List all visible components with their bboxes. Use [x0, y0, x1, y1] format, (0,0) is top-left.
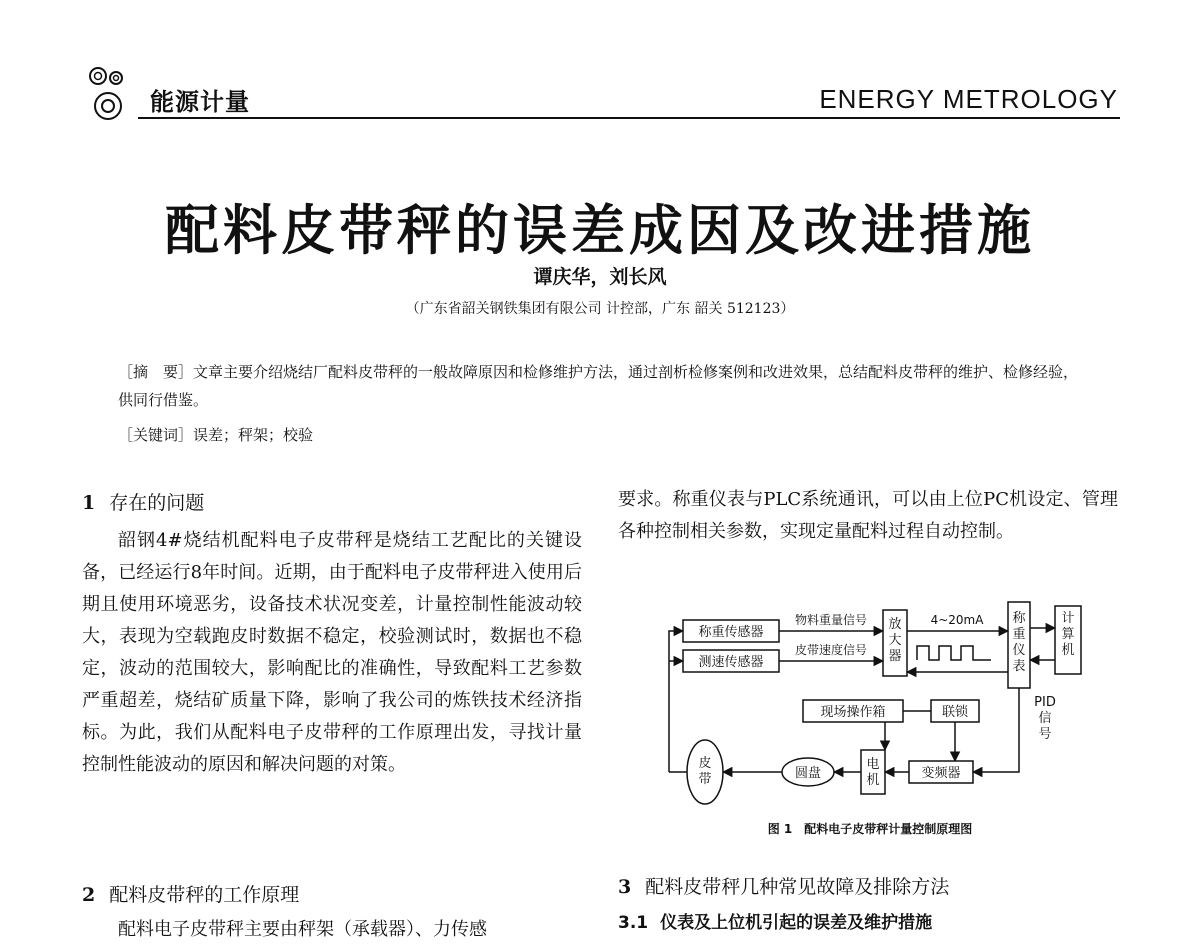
journal-name-english: ENERGY METROLOGY — [819, 84, 1118, 114]
section-2-text: 配料电子皮带秤主要由秤架（承载器）、力传感 — [118, 919, 487, 940]
section-2-heading — [82, 880, 299, 907]
section-1-heading — [82, 488, 204, 515]
section-number: 3 — [618, 876, 632, 898]
figure-1-caption: 图 1 配料电子皮带秤计量控制原理图 — [767, 822, 973, 836]
section-title: 配料皮带秤几种常见故障及排除方法 — [645, 876, 950, 898]
section-3-heading — [618, 872, 949, 899]
field-box-label: 现场操作箱 — [820, 705, 886, 720]
journal-logo-circles-icon — [86, 66, 146, 126]
subsection-title: 仪表及上位机引起的误差及维护措施 — [660, 913, 933, 933]
interlock-label: 联锁 — [941, 705, 969, 720]
disk-label: 圆盘 — [794, 766, 822, 781]
belt-label: 皮带 — [698, 756, 712, 787]
right-column-text: 要求。称重仪表与PLC系统通讯，可以由上位PC机设定、管理各种控制相关参数，实现定量配料过程自动控制。 — [618, 489, 1118, 542]
paper-title: 配料皮带秤的误差成因及改进措施 — [165, 198, 1035, 262]
subsection-number: 3.1 — [618, 913, 649, 933]
figure-1-diagram — [655, 600, 1095, 805]
pid-label: PID 信号 — [1034, 695, 1056, 742]
section-title: 存在的问题 — [109, 492, 205, 514]
section-number: 1 — [82, 492, 96, 514]
affiliation: （广东省韶关钢铁集团有限公司 计控部，广东 韶关 512123） — [405, 301, 795, 317]
amplifier-label: 放大器 — [888, 617, 902, 664]
section-1-text: 韶钢4#烧结机配料电子皮带秤是烧结工艺配比的关键设备，已经运行8年时间。近期，由于配料电子皮带秤进入使用后期且使用环境恶劣，设备技术状况变差，计量控制性能波动较大，表现为空载跑皮时数据不稳定，校验测试时，数据也不稳定，波动的范围较大，影响配比的准确性，导致配料工艺参数严重超差，烧结矿质量下降，影响了我公司的炼铁技术经济指标。为此，我们从配料电子皮带秤的工作原理出发，寻找计量控制性能波动的原因和解决问题的对策。 — [82, 530, 582, 775]
abstract: ［摘 要］文章主要介绍烧结厂配料皮带秤的一般故障原因和检修维护方法，通过剖析检修案例和改进效果，总结配料皮带秤的维护、检修经验，供同行借鉴。 — [118, 363, 1079, 409]
section-number: 2 — [82, 884, 96, 906]
inverter-label: 变频器 — [921, 766, 961, 781]
current-signal-label: 4~20mA — [930, 613, 984, 627]
keywords: ［关键词］误差；秤架；校验 — [118, 426, 314, 444]
weigh-sensor-label: 称重传感器 — [698, 625, 764, 640]
header-rule — [138, 117, 1120, 119]
weight-signal-label: 物料重量信号 — [794, 613, 868, 627]
section-3-1-heading — [618, 908, 932, 933]
authors: 谭庆华，刘长风 — [533, 266, 667, 288]
journal-name: 能源计量 — [150, 88, 250, 116]
instrument-label: 称重仪表 — [1012, 611, 1026, 674]
motor-label: 电机 — [866, 757, 880, 788]
speed-signal-label: 皮带速度信号 — [794, 643, 868, 657]
speed-sensor-label: 测速传感器 — [698, 655, 764, 670]
section-title: 配料皮带秤的工作原理 — [109, 884, 300, 906]
computer-label: 计算机 — [1061, 611, 1075, 658]
